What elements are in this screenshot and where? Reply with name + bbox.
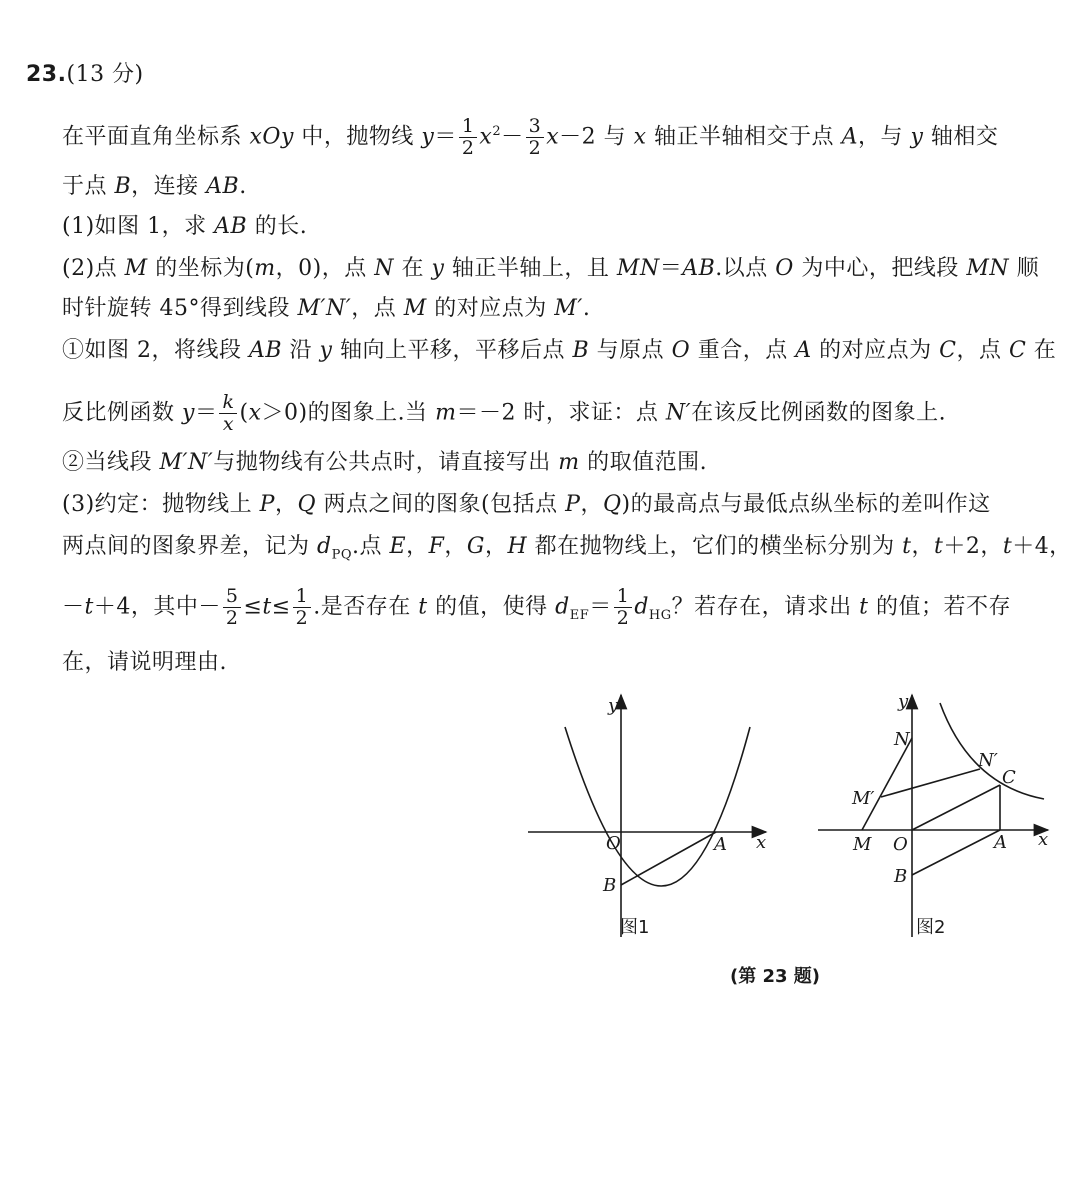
fraction-k-over-x <box>219 392 237 435</box>
fraction-one-half <box>459 116 478 159</box>
frac-den: 2 <box>616 607 630 629</box>
math: AB <box>248 338 283 363</box>
text: 时针旋转 45°得到线段 <box>62 296 298 321</box>
part-3-line-2 <box>62 532 1072 570</box>
frac-num: 5 <box>223 586 242 608</box>
text: 的长. <box>247 214 308 239</box>
math: y <box>182 400 195 426</box>
sub-2 <box>62 448 707 478</box>
math: x <box>248 400 262 426</box>
math: x <box>546 124 560 150</box>
math: m <box>558 450 580 475</box>
frac-den: 2 <box>225 607 239 629</box>
text: 与原点 <box>589 338 672 363</box>
math: M′ <box>554 296 583 321</box>
text: 重合，点 <box>690 338 796 363</box>
figure-caption: (第 23 题) <box>730 966 821 987</box>
text: .点 <box>352 534 390 559</box>
frac-den: x <box>222 413 235 435</box>
text: (1)如图 1，求 <box>62 214 215 239</box>
text: 的值；若不存 <box>868 594 1011 620</box>
math: t <box>84 594 94 620</box>
question-number: 23. <box>26 62 67 87</box>
text: 反比例函数 <box>62 400 182 426</box>
label-c: C <box>1002 767 1016 788</box>
text: 两点间的图象界差，记为 <box>62 534 317 559</box>
text: 都在抛物线上，它们的横坐标分别为 <box>527 534 903 559</box>
math: B <box>572 338 590 363</box>
math: xOy <box>249 124 294 150</box>
text: ＝ <box>659 256 683 281</box>
math: MN <box>616 256 660 281</box>
text: ＋4， <box>1012 534 1072 559</box>
text: .以点 <box>715 256 776 281</box>
frac-den: 2 <box>461 137 475 159</box>
text: 于点 <box>62 174 115 199</box>
math: m <box>254 256 276 281</box>
frac-den: 2 <box>295 607 309 629</box>
math: B <box>114 174 132 199</box>
text: 的坐标为( <box>147 256 255 281</box>
text: ＝ <box>589 594 612 620</box>
math: A <box>795 338 812 363</box>
text: )的最高点与最低点纵坐标的差叫作这 <box>621 492 991 517</box>
label-n: N <box>894 729 910 750</box>
frac-den: 2 <box>528 137 542 159</box>
figure-2 <box>810 685 1060 950</box>
text: ， <box>444 534 467 559</box>
text: 轴向上平移，平移后点 <box>332 338 573 363</box>
frac-num: 3 <box>526 116 545 138</box>
figure-1-caption: 图1 <box>620 917 650 938</box>
text: 的取值范围. <box>579 450 708 475</box>
part-2-line-1 <box>62 254 1039 284</box>
subscript: EF <box>569 607 590 623</box>
math: H <box>507 534 528 559</box>
label-y: y <box>608 695 619 716</box>
math: t <box>902 534 912 559</box>
text: ＞0)的图象上.当 <box>261 400 436 426</box>
math: O <box>775 256 794 281</box>
math: AB <box>682 256 716 281</box>
math: y <box>910 124 924 150</box>
text: ， <box>274 492 298 517</box>
text: ＋4，其中－ <box>93 594 221 620</box>
math: Q <box>602 492 622 517</box>
text: － <box>501 124 524 150</box>
text: ，0)，点 <box>275 256 375 281</box>
text: ≤ <box>243 594 263 620</box>
math: C <box>1008 338 1027 363</box>
math: y <box>431 256 445 281</box>
fraction-one-half-c <box>614 586 633 629</box>
math: d <box>634 594 649 620</box>
part-3-line-1 <box>62 490 991 520</box>
math: x <box>633 124 647 150</box>
text: 轴正半轴上，且 <box>444 256 617 281</box>
text: 顺 <box>1009 256 1040 281</box>
math: O <box>671 338 691 363</box>
part-2-line-2 <box>62 294 590 324</box>
math: M <box>124 256 148 281</box>
segment-oc <box>912 785 1000 830</box>
label-o: O <box>606 833 621 854</box>
fraction-three-halves <box>526 116 545 159</box>
text: . <box>239 174 247 199</box>
math: P <box>565 492 581 517</box>
math: G <box>466 534 485 559</box>
math: t <box>859 594 869 620</box>
label-b: B <box>894 866 908 887</box>
text: ，与 <box>857 124 911 150</box>
math: P <box>259 492 275 517</box>
math: AB <box>214 214 248 239</box>
math: t <box>934 534 944 559</box>
text: ≤ <box>271 594 291 620</box>
intro-line-1 <box>62 116 998 159</box>
math: MN <box>966 256 1010 281</box>
text: ①如图 2，将线段 <box>62 338 249 363</box>
label-a: A <box>994 832 1007 853</box>
text: －2 与 <box>559 124 634 150</box>
math: A <box>841 124 858 150</box>
label-m-prime: M′ <box>852 788 875 809</box>
label-x: x <box>756 832 767 853</box>
label-m: M <box>853 834 872 855</box>
text: 在 <box>393 256 432 281</box>
text: .是否存在 <box>313 594 419 620</box>
subscript: HG <box>648 607 672 623</box>
math: Q <box>297 492 317 517</box>
text: 在，请说明理由. <box>62 650 227 675</box>
math: t <box>262 594 272 620</box>
part-3-line-4 <box>62 648 227 678</box>
text: 的值，使得 <box>427 594 556 620</box>
fraction-five-halves <box>223 586 242 629</box>
text: ＝ <box>434 124 457 150</box>
figure-2-caption: 图2 <box>916 917 946 938</box>
frac-num: 1 <box>459 116 478 138</box>
text: ＋2， <box>943 534 1003 559</box>
segment-ab <box>621 832 716 885</box>
sub-1-line-2 <box>62 392 946 435</box>
sub-1-line-1 <box>62 336 1056 366</box>
frac-num: 1 <box>614 586 633 608</box>
question-header <box>26 60 144 90</box>
part-3-line-3 <box>62 586 1011 631</box>
math: C <box>939 338 957 363</box>
text: ，点 <box>956 338 1009 363</box>
text: 为中心，把线段 <box>793 256 967 281</box>
math: N′ <box>665 400 692 426</box>
math: M′N′ <box>159 450 214 475</box>
fraction-one-half-b <box>293 586 312 629</box>
text: 两点之间的图象(包括点 <box>316 492 566 517</box>
text: (2)点 <box>62 256 125 281</box>
parabola <box>565 727 750 886</box>
intro-line-2 <box>62 172 247 202</box>
label-x: x <box>1038 829 1049 850</box>
exponent: 2 <box>492 124 502 140</box>
text: 轴相交 <box>923 124 999 150</box>
text: 在 <box>1026 338 1057 363</box>
text: 的对应点为 <box>426 296 555 321</box>
text: 在平面直角坐标系 <box>62 124 250 150</box>
math: y <box>421 124 435 150</box>
math: t <box>418 594 428 620</box>
text: ？若存在，请求出 <box>671 594 860 620</box>
label-o: O <box>893 834 908 855</box>
part-1 <box>62 212 307 242</box>
text: ， <box>406 534 429 559</box>
frac-num: k <box>219 392 237 414</box>
math: x <box>479 124 493 150</box>
math: M <box>403 296 427 321</box>
math: F <box>428 534 445 559</box>
question-points: (13 分) <box>66 62 144 87</box>
text: 中，抛物线 <box>293 124 422 150</box>
math: d <box>555 594 570 620</box>
math: m <box>435 400 457 426</box>
text: ，点 <box>351 296 404 321</box>
frac-num: 1 <box>293 586 312 608</box>
text: ＝ <box>194 400 218 426</box>
text: 的对应点为 <box>811 338 940 363</box>
text: 与抛物线有公共点时，请直接写出 <box>213 450 559 475</box>
math: d <box>317 534 332 559</box>
math: E <box>389 534 407 559</box>
label-a: A <box>714 834 727 855</box>
text: 沿 <box>282 338 320 363</box>
text: ， <box>911 534 934 559</box>
text: (3)约定：抛物线上 <box>62 492 260 517</box>
segment-mpnp <box>881 769 980 797</box>
text: . <box>582 296 591 321</box>
text: ，连接 <box>131 174 207 199</box>
label-n-prime: N′ <box>978 750 998 771</box>
math: y <box>319 338 333 363</box>
text: － <box>62 594 85 620</box>
label-b: B <box>603 875 617 896</box>
text: ( <box>239 400 249 426</box>
subscript: PQ <box>331 547 352 563</box>
figure-1 <box>520 685 780 950</box>
math: N <box>374 256 394 281</box>
math: t <box>1002 534 1013 559</box>
label-y: y <box>898 691 909 712</box>
math: M′N′ <box>297 296 352 321</box>
text: 轴正半轴相交于点 <box>646 124 842 150</box>
text: ， <box>580 492 603 517</box>
text: 在该反比例函数的图象上. <box>691 400 947 426</box>
segment-ab <box>912 830 1000 875</box>
text: ②当线段 <box>62 450 160 475</box>
math: AB <box>206 174 240 199</box>
text: ， <box>484 534 508 559</box>
text: ＝－2 时，求证：点 <box>456 400 666 426</box>
segment-mn <box>862 738 912 830</box>
